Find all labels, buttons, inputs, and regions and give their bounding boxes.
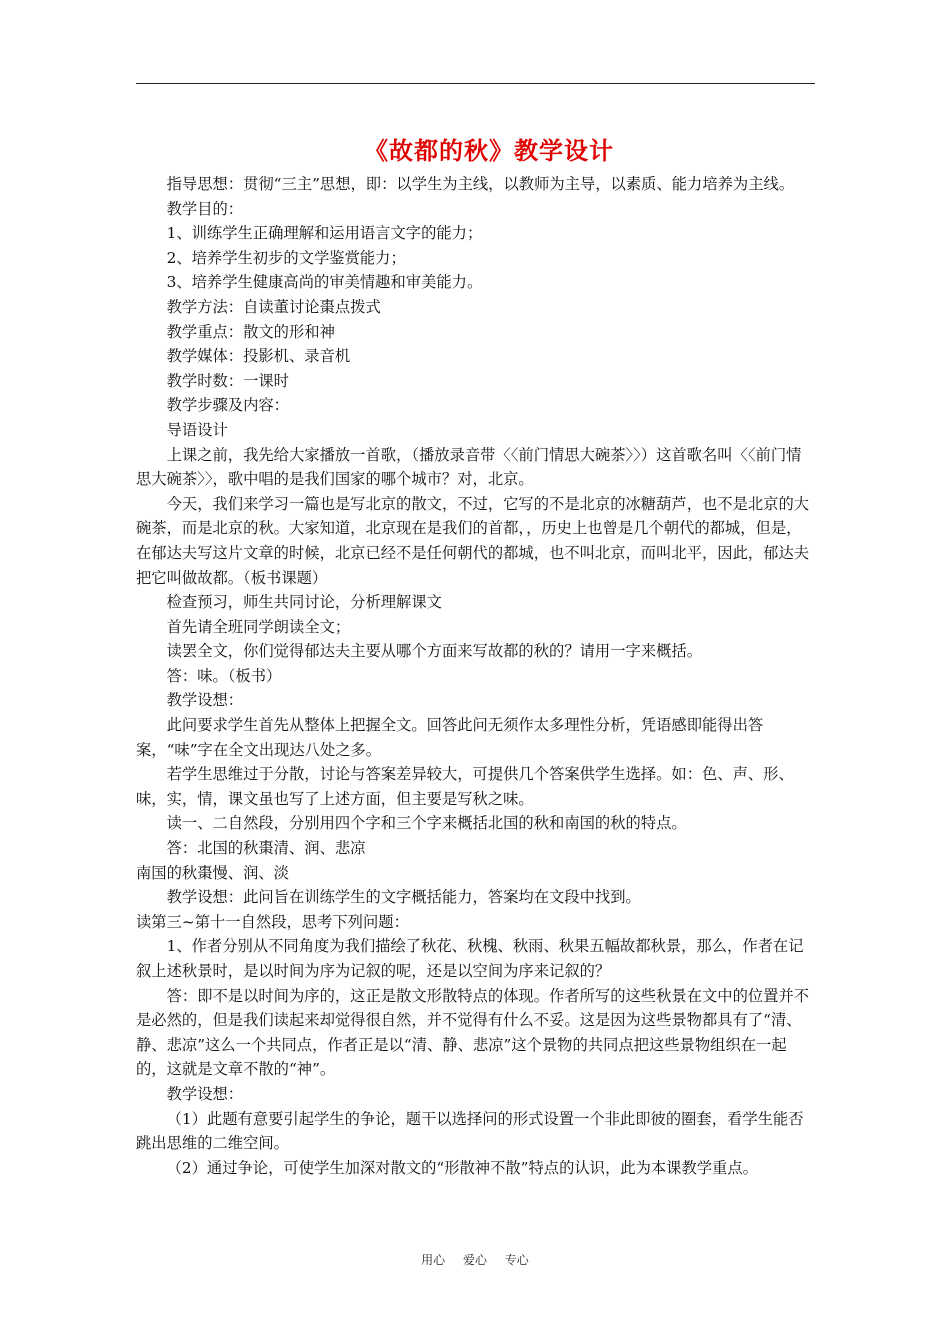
- paragraph: （2）通过争论，可使学生加深对散文的“形散神不散”特点的认识，此为本课教学重点。: [166, 1158, 758, 1177]
- paragraph: 今天，我们来学习一篇也是写北京的散文，不过，它写的不是北京的冰糖葫芦，也不是北京的大碗茶，而是北京的秋。大家知道，北京现在是我们的首都，，历史上也曾是几个朝代的都城，但是，在郁达夫写这片文章的时候，北京已经不是任何朝代的都城，也不叫北京，而叫北平，因此，郁达夫把它叫做故都。（板书课题）: [136, 494, 810, 587]
- paragraph: 答：即不是以时间为序的，这正是散文形散特点的体现。作者所写的这些秋景在文中的位置并不是必然的，但是我们读起来却觉得很自然，并不觉得有什么不妥。这是因为这些景物都具有了“清、静、悲凉”这么一个共同点，作者正是以“清、静、悲凉”这个景物的共同点把这些景物组织在一起的，这就是文章不散的“神”。: [136, 986, 810, 1079]
- paragraph: 检查预习，师生共同讨论，分析理解课文: [166, 593, 442, 612]
- paragraph: 1、作者分别从不同角度为我们描绘了秋花、秋槐、秋雨、秋果五幅故都秋景，那么，作者在记叙上述秋景时，是以时间为序为记叙的呢，还是以空间为序来记叙的？: [136, 937, 804, 980]
- paragraph: 答：味。（板书）: [166, 666, 282, 685]
- paragraph: 教学重点：散文的形和神: [166, 322, 335, 341]
- paragraph: 南国的秋棗慢、润、淡: [136, 863, 289, 882]
- paragraph: 此问要求学生首先从整体上把握全文。回答此问无须作太多理性分析，凭语感即能得出答案，“味”字在全文出现达八处之多。: [136, 716, 764, 759]
- paragraph: 教学设想：: [166, 1084, 244, 1103]
- document-body: [136, 172, 816, 1180]
- paragraph: 教学目的：: [166, 199, 244, 218]
- paragraph: 教学方法：自读董讨论棗点拨式: [166, 297, 381, 316]
- paragraph: 教学媒体：投影机、录音机: [166, 347, 351, 366]
- paragraph: 答：北国的秋棗清、润、悲凉: [166, 839, 366, 858]
- header-rule: [136, 83, 815, 84]
- paragraph: 指导思想：贯彻“三主”思想，即：以学生为主线，以教师为主导，以素质、能力培养为主线。: [166, 175, 795, 193]
- page-footer: 用心 爱心 专心: [421, 1253, 529, 1267]
- paragraph: 首先请全班同学朗读全文；: [166, 617, 351, 636]
- paragraph: 2、培养学生初步的文学鉴赏能力；: [166, 248, 406, 267]
- paragraph: 教学设想：此问旨在训练学生的文字概括能力，答案均在文段中找到。: [166, 888, 641, 907]
- paragraph: 3、培养学生健康高尚的审美情趣和审美能力。: [166, 273, 483, 292]
- paragraph: 读第三~第十一自然段，思考下列问题：: [136, 912, 409, 931]
- document-title: 《故都的秋》教学设计: [364, 137, 614, 165]
- paragraph: 读罢全文，你们觉得郁达夫主要从哪个方面来写故都的秋的？请用一字来概括。: [166, 642, 702, 661]
- paragraph: 导语设计: [166, 420, 228, 439]
- paragraph: 教学设想：: [166, 691, 244, 710]
- paragraph: （1）此题有意要引起学生的争论，题干以选择问的形式设置一个非此即彼的圈套，看学生能否跳出思维的二维空间。: [136, 1109, 804, 1153]
- paragraph: 上课之前，我先给大家播放一首歌，（播放录音带〈〈前门情思大碗茶〉〉）这首歌名叫〈〈前门情思大碗茶〉〉，歌中唱的是我们国家的哪个城市？对，北京。: [136, 445, 802, 489]
- paragraph: 教学步骤及内容：: [166, 396, 289, 415]
- paragraph: 1、训练学生正确理解和运用语言文字的能力；: [166, 224, 483, 243]
- paragraph: 若学生思维过于分散，讨论与答案差异较大，可提供几个答案供学生选择。如：色、声、形、味，实，情，课文虽也写了上述方面，但主要是写秋之味。: [136, 765, 794, 808]
- paragraph: 读一、二自然段，分别用四个字和三个字来概括北国的秋和南国的秋的特点。: [166, 814, 687, 833]
- paragraph: 教学时数：一课时: [166, 371, 289, 390]
